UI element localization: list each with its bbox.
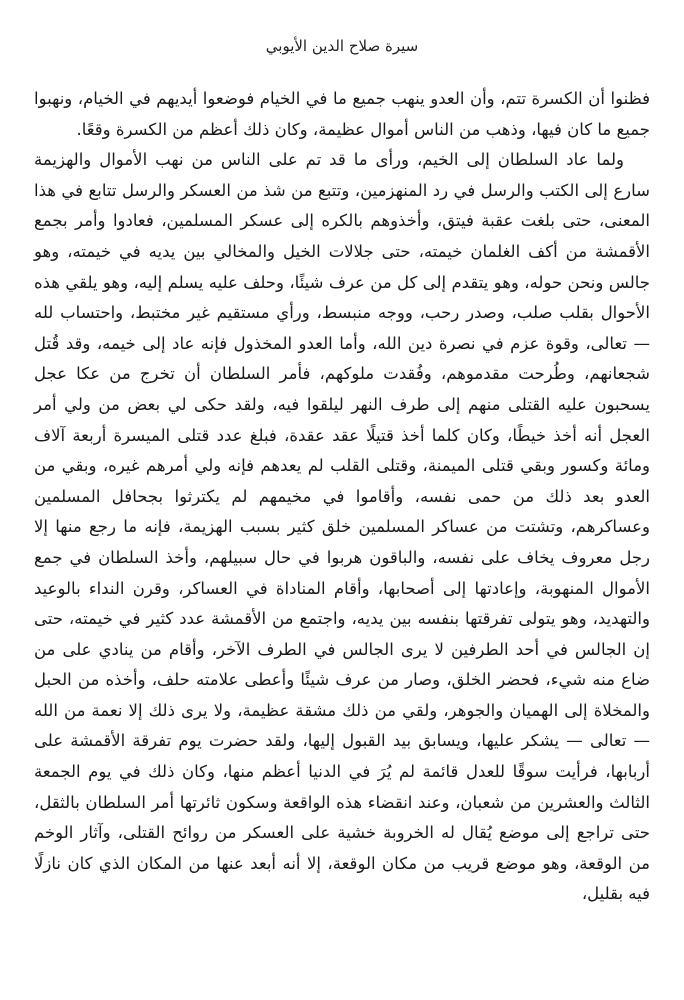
body-text: [34, 84, 650, 910]
paragraph-2: ولما عاد السلطان إلى الخيم، ورأى ما قد تم على الناس من نهب الأموال والهزيمة سارع إلى الكتب والرسل في رد المنهزمين، وتتبع من شذ من العسكر والرسل تتابع في هذا المعنى، حتى بلغت عقبة فيتق، وأخذوهم بالكره إلى عسكر المسلمين، فعادوا وأمر بجمع الأقمشة من أكف الغلمان خيمته، حتى جلالات الخيل والمخالي بين يديه في خيمته، وهو جالس ونحن حوله، وهو يتقدم إلى كل من عرف شيئًا، وحلف عليه يسلم إليه، وهو يلقي هذه الأحوال بقلب صلب، وصدر رحب، ووجه منبسط، ورأي مستقيم غير مختبط، واحتساب لله — تعالى، وقوة عزم في نصرة دين الله، وأما العدو المخذول فإنه عاد إلى خيمه، وقد قُتل شجعانهم، وطُرحت مقدموهم، وفُقدت ملوكهم، فأمر السلطان أن تخرج من عكا عجل يسحبون عليه القتلى منهم إلى طرف النهر ليلقوا فيه، ولقد حكى لي بعض من ولي أمر العجل أنه أخذ خيطًا، وكان كلما أخذ قتيلًا عقد عقدة، فبلغ عدد قتلى الميسرة أربعة آلاف ومائة وكسور وبقي قتلى الميمنة، وقتلى القلب لم يعدهم فإنه ولي أمرهم غيره، وبقي من العدو بعد ذلك من حمى نفسه، وأقاموا في مخيمهم لم يكترثوا بجحافل المسلمين وعساكرهم، وتشتت من عساكر المسلمين خلق كثير بسبب الهزيمة، فإنه ما رجع منها إلا رجل معروف يخاف على نفسه، والباقون هربوا في حال سبيلهم، وأخذ السلطان في جمع الأموال المنهوبة، وإعادتها إلى أصحابها، وأقام المناداة في العساكر، وقرن النداء بالوعيد والتهديد، وهو يتولى تفرقتها بنفسه بين يديه، واجتمع من الأقمشة عدد كثير في خيمته، حتى إن الجالس في أحد الطرفين لا يرى الجالس في الطرف الآخر، وأقام من ينادي على من ضاع منه شيء، فحضر الخلق، وصار من عرف شيئًا وأعطى علامته حلف، وأخذه من الحبل والمخلاة إلى الهميان والجوهر، ولقي من ذلك مشقة عظيمة، ولا يرى ذلك إلا نعمة من الله — تعالى — يشكر عليها، ويسابق بيد القبول إليها، ولقد حضرت يوم تفرقة الأقمشة على أربابها، فرأيت سوقًا للعدل قائمة لم يُرَ في الدنيا أعظم منها، وكان ذلك في يوم الجمعة الثالث والعشرين من شعبان، وعند انقضاء هذه الواقعة وسكون ثائرتها أمر السلطان بالثقل، حتى تراجع إلى موضع يُقال له الخروبة خشية على العسكر من روائح القتلى، وآثار الوخم من الوقعة، وهو موضع قريب من مكان الوقعة، إلا أنه أبعد عنها من المكان الذي كان نازلًا فيه بقليل،: [34, 150, 650, 904]
running-header-title: سيرة صلاح الدين الأيوبي: [265, 37, 419, 55]
paragraph-1: فظنوا أن الكسرة تتم، وأن العدو ينهب جميع ما في الخيام فوضعوا أيديهم في الخيام، ونهبوا جميع ما كان فيها، وذهب من الناس أموال عظيمة، وكان ذلك أعظم من الكسرة وقعًا.: [34, 89, 650, 139]
